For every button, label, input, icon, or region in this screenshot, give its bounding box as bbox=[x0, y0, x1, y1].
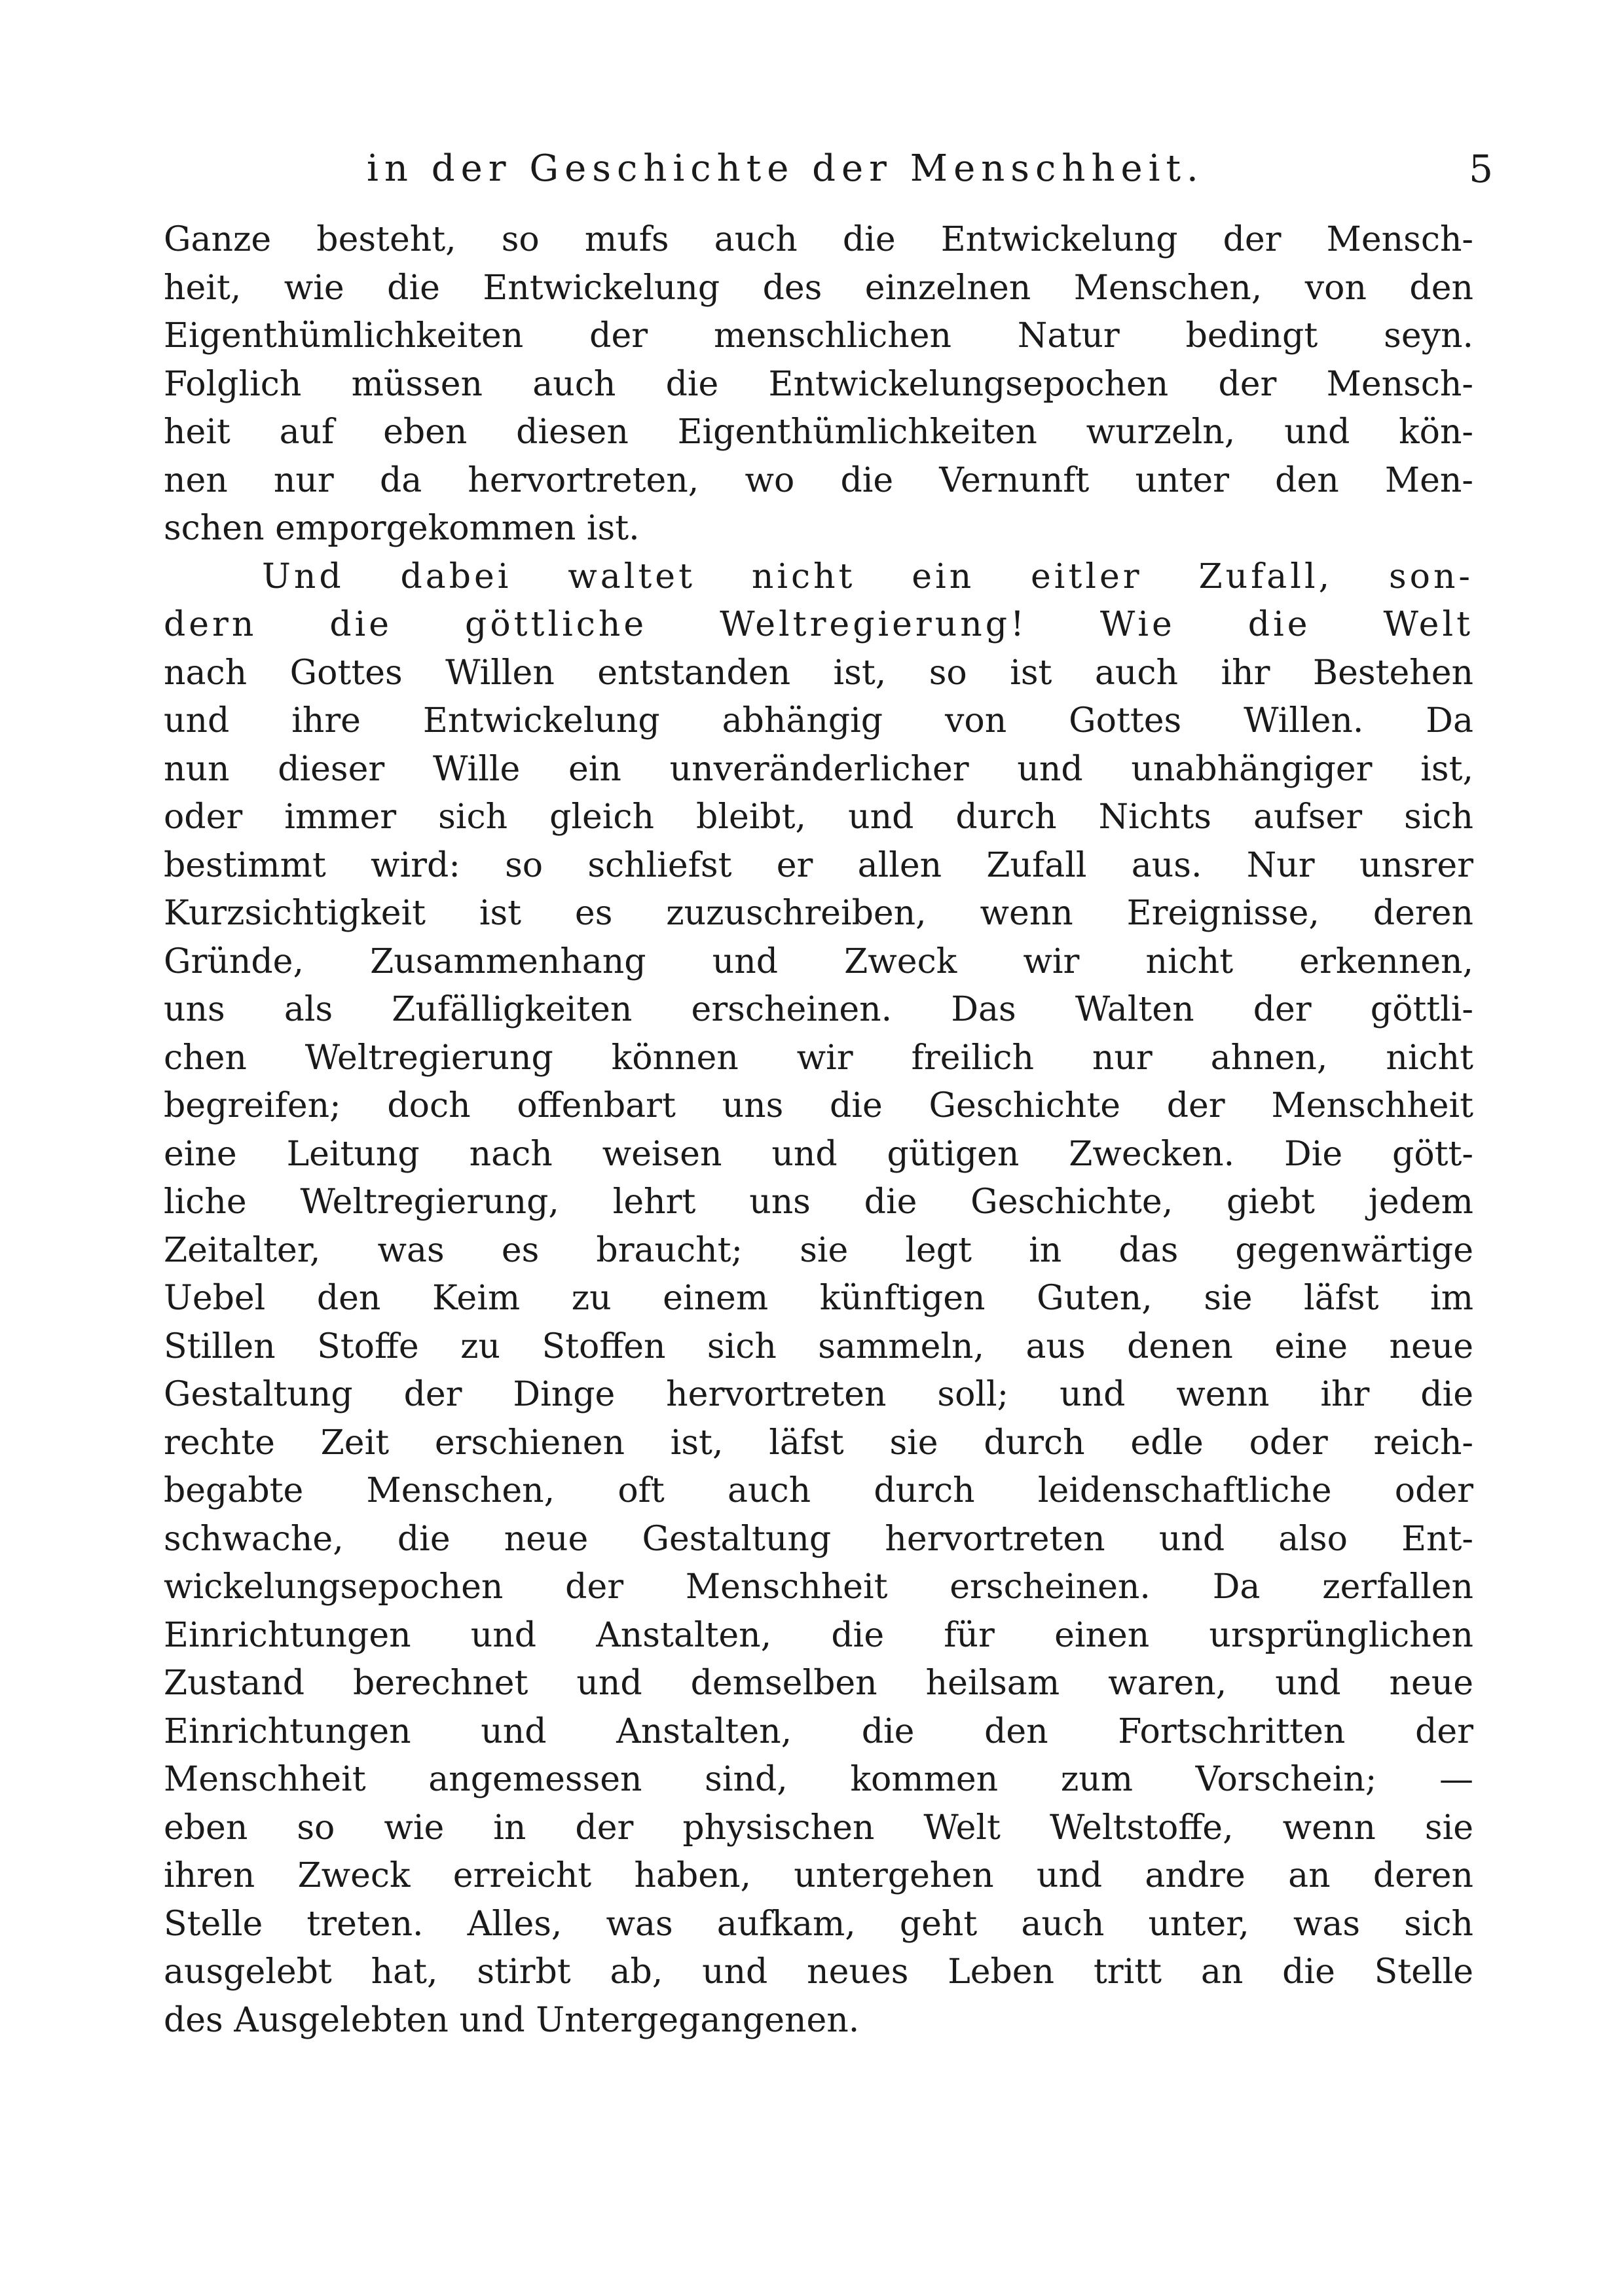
text-line: nen nur da hervortreten, wo die Vernunft unter den Men- bbox=[164, 460, 1473, 500]
text-line: Zustand berechnet und demselben heilsam waren, und neue bbox=[164, 1664, 1473, 1703]
text-line: Uebel den Keim zu einem künftigen Guten, sie läfst im bbox=[164, 1279, 1473, 1318]
text-line: begreifen; doch offenbart uns die Geschichte der Menschheit bbox=[164, 1086, 1473, 1125]
text-line: Kurzsichtigkeit ist es zuzuschreiben, wenn Ereignisse, deren bbox=[164, 894, 1473, 933]
text-line: rechte Zeit erschienen ist, läfst sie durch edle oder reich- bbox=[164, 1423, 1473, 1463]
text-line: heit auf eben diesen Eigenthümlichkeiten wurzeln, und kön- bbox=[164, 412, 1473, 452]
text-line: heit, wie die Entwickelung des einzelnen Menschen, von den bbox=[164, 268, 1473, 308]
text-line: wickelungsepochen der Menschheit erscheinen. Da zerfallen bbox=[164, 1567, 1473, 1607]
text-line: Gründe, Zusammenhang und Zweck wir nicht erkennen, bbox=[164, 941, 1473, 981]
text-line: eben so wie in der physischen Welt Weltstoffe, wenn sie bbox=[164, 1808, 1473, 1848]
text-line: Einrichtungen und Anstalten, die den Fortschritten der bbox=[164, 1711, 1473, 1751]
text-line: Stelle treten. Alles, was aufkam, geht auch unter, was sich bbox=[164, 1904, 1473, 1944]
text-line: uns als Zufälligkeiten erscheinen. Das Walten der göttli- bbox=[164, 990, 1473, 1029]
running-title: in der Geschichte der Menschheit. bbox=[367, 147, 1204, 190]
page-number: 5 bbox=[1469, 147, 1493, 191]
text-line: Einrichtungen und Anstalten, die für einen ursprünglichen bbox=[164, 1615, 1473, 1655]
text-line: bestimmt wird: so schliefst er allen Zufall aus. Nur unsrer bbox=[164, 845, 1473, 885]
text-line: und ihre Entwickelung abhängig von Gottes Willen. Da bbox=[164, 701, 1473, 740]
text-line: des Ausgelebten und Untergegangenen. bbox=[164, 2000, 860, 2040]
text-line: nun dieser Wille ein unveränderlicher und unabhängiger ist, bbox=[164, 749, 1473, 789]
text-line: Folglich müssen auch die Entwickelungsepochen der Mensch- bbox=[164, 364, 1473, 404]
text-line: chen Weltregierung können wir freilich nur ahnen, nicht bbox=[164, 1038, 1473, 1078]
body-text bbox=[164, 216, 1473, 2045]
text-line: eine Leitung nach weisen und gütigen Zwecken. Die gött- bbox=[164, 1134, 1473, 1174]
text-line: begabte Menschen, oft auch durch leidenschaftliche oder bbox=[164, 1471, 1473, 1510]
text-line: Gestaltung der Dinge hervortreten soll; und wenn ihr die bbox=[164, 1375, 1473, 1414]
text-line: Eigenthümlichkeiten der menschlichen Natur bedingt seyn. bbox=[164, 316, 1473, 355]
text-line: oder immer sich gleich bleibt, und durch Nichts aufser sich bbox=[164, 797, 1473, 837]
text-line: nach Gottes Willen entstanden ist, so ist auch ihr Bestehen bbox=[164, 653, 1473, 693]
paragraph-start-line: Und dabei waltet nicht ein eitler Zufall, son- bbox=[262, 556, 1473, 596]
text-line: Stillen Stoffe zu Stoffen sich sammeln, aus denen eine neue bbox=[164, 1326, 1473, 1366]
text-line: ausgelebt hat, stirbt ab, und neues Leben tritt an die Stelle bbox=[164, 1952, 1473, 1992]
text-line: liche Weltregierung, lehrt uns die Geschichte, giebt jedem bbox=[164, 1182, 1473, 1222]
text-line: Menschheit angemessen sind, kommen zum Vorschein; — bbox=[164, 1760, 1473, 1799]
text-line: dern die göttliche Weltregierung! Wie die Welt bbox=[164, 605, 1473, 644]
text-line: Zeitalter, was es braucht; sie legt in das gegenwärtige bbox=[164, 1230, 1473, 1270]
text-line: schen emporgekommen ist. bbox=[164, 509, 640, 548]
text-line: ihren Zweck erreicht haben, untergehen und andre an deren bbox=[164, 1856, 1473, 1895]
text-line: Ganze besteht, so mufs auch die Entwickelung der Mensch- bbox=[164, 220, 1473, 259]
text-line: schwache, die neue Gestaltung hervortreten und also Ent- bbox=[164, 1519, 1473, 1559]
